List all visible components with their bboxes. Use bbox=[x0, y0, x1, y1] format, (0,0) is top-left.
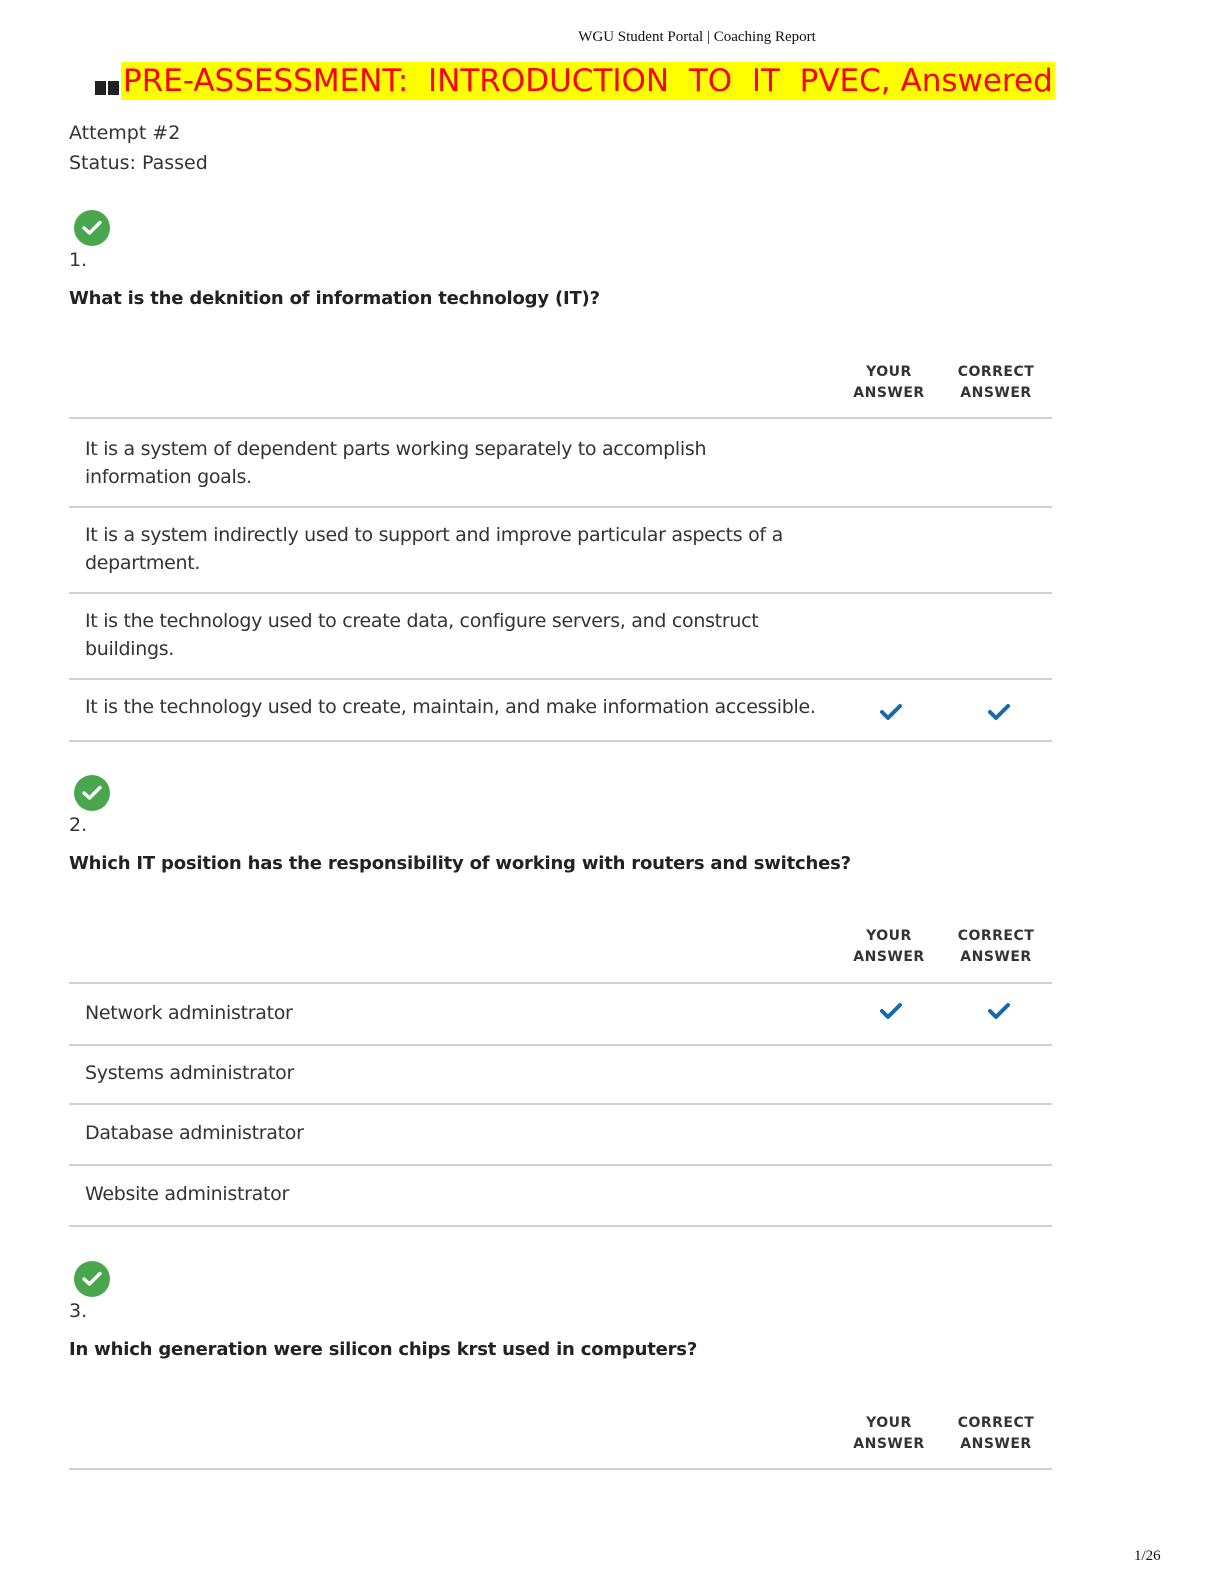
correct-answer-header: CORRECT ANSWER bbox=[957, 1415, 1035, 1452]
bookmark-icon bbox=[95, 81, 119, 95]
attempt-info bbox=[69, 118, 208, 178]
answer-text: Database administrator bbox=[85, 1122, 304, 1144]
answer-row bbox=[69, 1046, 1052, 1105]
your-answer-header: YOUR ANSWER bbox=[853, 1415, 925, 1452]
answer-row bbox=[69, 1166, 1052, 1227]
question-text: In which generation were silicon chips krst used in computers? bbox=[69, 1339, 698, 1360]
page-number: 1/26 bbox=[1134, 1548, 1161, 1564]
question-number: 2. bbox=[69, 814, 88, 836]
attempt-label: Attempt #2 bbox=[69, 122, 181, 144]
question-number: 3. bbox=[69, 1300, 88, 1322]
document-title: PRE-ASSESSMENT: INTRODUCTION TO IT PVEC, Answered bbox=[123, 63, 1053, 99]
divider bbox=[69, 1468, 1052, 1470]
your-answer-header: YOUR ANSWER bbox=[853, 364, 925, 401]
your-answer-check-icon bbox=[880, 703, 902, 721]
your-answer-header: YOUR ANSWER bbox=[853, 928, 925, 965]
correct-answer-header: CORRECT ANSWER bbox=[957, 364, 1035, 401]
answer-row bbox=[69, 1105, 1052, 1166]
answer-row bbox=[69, 984, 1052, 1046]
answer-text: It is a system of dependent parts working separately to accomplish information goals. bbox=[85, 438, 707, 488]
correct-answer-check-icon bbox=[988, 1002, 1010, 1020]
answer-text: Website administrator bbox=[85, 1183, 289, 1205]
your-answer-check-icon bbox=[880, 1002, 902, 1020]
answer-row bbox=[69, 419, 1052, 508]
answer-row bbox=[69, 680, 1052, 742]
question-number: 1. bbox=[69, 249, 88, 271]
question-text: What is the deknition of information technology (IT)? bbox=[69, 288, 600, 309]
running-header: WGU Student Portal | Coaching Report bbox=[578, 29, 816, 45]
answer-text: It is a system indirectly used to support and improve particular aspects of a department. bbox=[85, 524, 783, 574]
answer-text: Network administrator bbox=[85, 1002, 293, 1024]
answer-row bbox=[69, 508, 1052, 594]
attempt-status: Status: Passed bbox=[69, 152, 208, 174]
correct-answer-header: CORRECT ANSWER bbox=[957, 928, 1035, 965]
check-circle-icon bbox=[74, 210, 110, 246]
answer-row bbox=[69, 594, 1052, 680]
question-text: Which IT position has the responsibility of working with routers and switches? bbox=[69, 853, 851, 874]
document-title-row bbox=[95, 62, 1055, 100]
correct-answer-check-icon bbox=[988, 703, 1010, 721]
answer-text: It is the technology used to create, maintain, and make information accessible. bbox=[85, 696, 816, 718]
answer-text: Systems administrator bbox=[85, 1062, 294, 1084]
answer-text: It is the technology used to create data, configure servers, and construct buildings. bbox=[85, 610, 759, 660]
check-circle-icon bbox=[74, 1261, 110, 1297]
check-circle-icon bbox=[74, 775, 110, 811]
